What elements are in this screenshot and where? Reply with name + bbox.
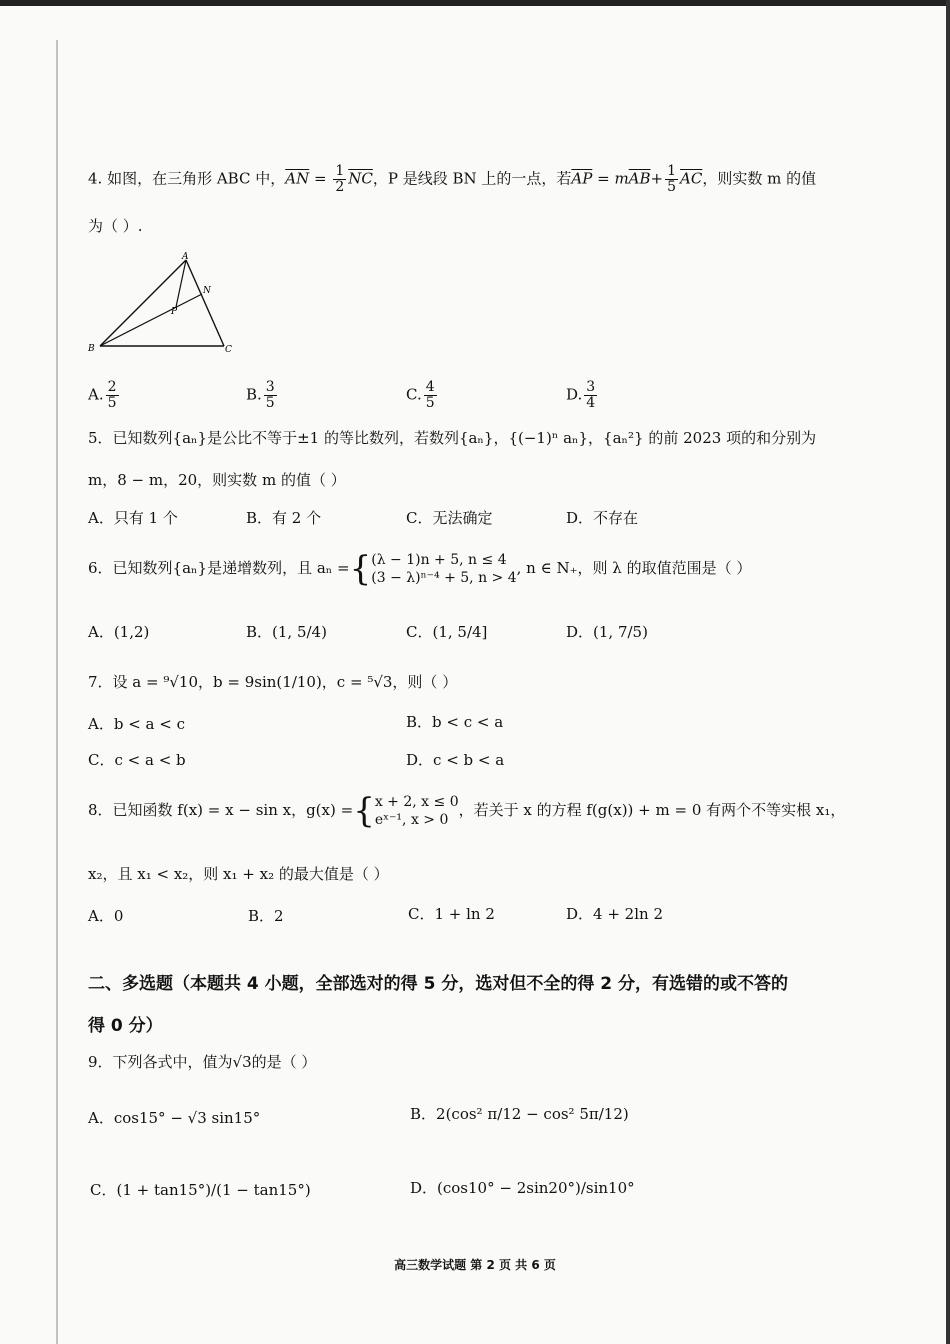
q4-vector-ac: $\overline{AC}$ xyxy=(680,169,703,188)
q4-equals: = xyxy=(309,169,332,188)
q4-label-p: P xyxy=(171,307,178,317)
q6-stem-part-a: 6．已知数列{aₙ}是递增数列，且 aₙ = xyxy=(88,559,350,577)
q8-case1: x + 2, x ≤ 0 xyxy=(374,794,459,810)
q9-option-b[interactable]: B．2(cos² π/12 − cos² 5π/12) xyxy=(410,1105,629,1123)
q5-option-c[interactable]: C．无法确定 xyxy=(406,509,493,527)
q8-option-d[interactable]: D．4 + 2ln 2 xyxy=(566,905,663,923)
q6-case2: (3 − λ)ⁿ⁻⁴ + 5, n > 4 xyxy=(371,570,517,586)
q4-triangle-figure xyxy=(86,250,236,358)
q5-option-a[interactable]: A．只有 1 个 xyxy=(88,509,178,527)
q4-vector-nc: $\overline{NC}$ xyxy=(348,169,373,188)
q4-stem-part-a: 4. 如图，在三角形 ABC 中， xyxy=(88,169,286,188)
q4-half-fraction: $\frac{1}{2}$ xyxy=(335,163,345,195)
q4-label-n: N xyxy=(203,286,211,296)
q4-label-a: A xyxy=(182,252,189,262)
q9-option-d[interactable]: D．(cos10° − 2sin20°)/sin10° xyxy=(410,1179,635,1197)
q4-stem-line2: 为（ ）. xyxy=(88,217,143,235)
q4-fifth-fraction: $\frac{1}{5}$ xyxy=(667,163,677,195)
q6-option-a[interactable]: A．(1,2) xyxy=(88,623,150,641)
q7-option-d[interactable]: D．c < b < a xyxy=(406,751,505,769)
q7-option-a[interactable]: A．b < a < c xyxy=(88,715,185,733)
q6-case1: (λ − 1)n + 5, n ≤ 4 xyxy=(371,552,507,568)
q6-piecewise xyxy=(371,551,516,587)
q8-case2: eˣ⁻¹, x > 0 xyxy=(374,812,449,828)
q7-stem: 7．设 a = ⁹√10，b = 9sin(1/10)，c = ⁵√3，则（ ） xyxy=(88,673,458,691)
q6-option-b[interactable]: B．(1, 5/4) xyxy=(246,623,327,641)
q8-option-b[interactable]: B．2 xyxy=(248,907,284,925)
q4-option-a[interactable]: A. $\frac{2}{5}$ xyxy=(88,379,117,411)
q4-m: m xyxy=(614,169,629,188)
q5-stem-line2: m，8 − m，20，则实数 m 的值（ ） xyxy=(88,471,346,489)
section2-heading-line1: 二、多选题（本题共 4 小题，全部选对的得 5 分，选对但不全的得 2 分，有选错的或不答的 xyxy=(88,974,788,994)
q8-option-c[interactable]: C．1 + ln 2 xyxy=(408,905,495,923)
q7-option-b[interactable]: B．b < c < a xyxy=(406,713,504,731)
q5-option-b[interactable]: B．有 2 个 xyxy=(246,509,322,527)
q6-stem xyxy=(88,548,751,588)
q4-vector-ap: $\overline{AP}$ xyxy=(571,169,593,188)
q4-stem-part-c: ，则实数 m 的值 xyxy=(702,169,817,188)
q4-option-c[interactable]: C. $\frac{4}{5}$ xyxy=(406,379,435,411)
q4-stem-part-b: ，P 是线段 BN 上的一点，若 xyxy=(372,169,572,188)
q4-label-c: C xyxy=(225,345,232,355)
scan-edge-left xyxy=(56,40,58,1344)
q9-option-c[interactable]: C．(1 + tan15°)/(1 − tan15°) xyxy=(90,1181,311,1199)
q9-option-a[interactable]: A．cos15° − √3 sin15° xyxy=(88,1109,261,1127)
q4-option-d[interactable]: D. $\frac{3}{4}$ xyxy=(566,379,596,411)
q8-stem-line1 xyxy=(88,790,845,830)
q6-left-brace: { xyxy=(349,549,372,589)
q4-edge-ac xyxy=(186,260,224,346)
q5-stem-line1: 5．已知数列{aₙ}是公比不等于±1 的等比数列，若数列{aₙ}，{(−1)ⁿ aₙ}，{aₙ²} 的前 2023 项的和分别为 xyxy=(88,429,817,447)
q4-option-b[interactable]: B. $\frac{3}{5}$ xyxy=(246,379,275,411)
q7-option-c[interactable]: C．c < a < b xyxy=(88,751,186,769)
q6-stem-part-b: , n ∈ N₊，则 λ 的取值范围是（ ） xyxy=(516,559,752,577)
q6-option-d[interactable]: D．(1, 7/5) xyxy=(566,623,648,641)
q6-option-c[interactable]: C．(1, 5/4] xyxy=(406,623,488,641)
q4-edge-ba xyxy=(100,260,186,346)
q4-vector-ab: $\overline{AB}$ xyxy=(628,169,651,188)
scan-edge-right xyxy=(946,0,950,1344)
q8-stem-part-b: ，若关于 x 的方程 f(g(x)) + m = 0 有两个不等实根 x₁， xyxy=(458,801,846,819)
q8-stem-line2: x₂，且 x₁ < x₂，则 x₁ + x₂ 的最大值是（ ） xyxy=(88,865,389,883)
q4-segment-bn xyxy=(100,294,202,346)
q4-stem-line1: 4. 如图，在三角形 ABC 中，$\overline{AN}$ = $\frac{1}{2}$ $\overline{NC}$，P 是线段 BN 上的一点，若$\overline{AP} = m\overline{AB}+$ $\frac{1}{5}$ $\overline{AC}$，则实数 m 的值 xyxy=(88,163,817,195)
q9-stem: 9．下列各式中，值为√3的是（ ） xyxy=(88,1053,317,1071)
section2-heading-line2: 得 0 分） xyxy=(88,1016,163,1036)
q8-piecewise xyxy=(375,793,459,829)
q4-label-b: B xyxy=(88,344,95,354)
page-footer: 高三数学试题 第 2 页 共 6 页 xyxy=(394,1258,556,1272)
q8-option-a[interactable]: A．0 xyxy=(88,907,124,925)
q4-vector-an: $\overline{AN}$ xyxy=(285,169,310,188)
scan-edge-top xyxy=(0,0,950,6)
q4-segment-ap xyxy=(176,260,186,307)
q8-stem-part-a: 8．已知函数 f(x) = x − sin x，g(x) = xyxy=(88,801,354,819)
q8-left-brace: { xyxy=(353,791,375,831)
q5-option-d[interactable]: D．不存在 xyxy=(566,509,639,527)
